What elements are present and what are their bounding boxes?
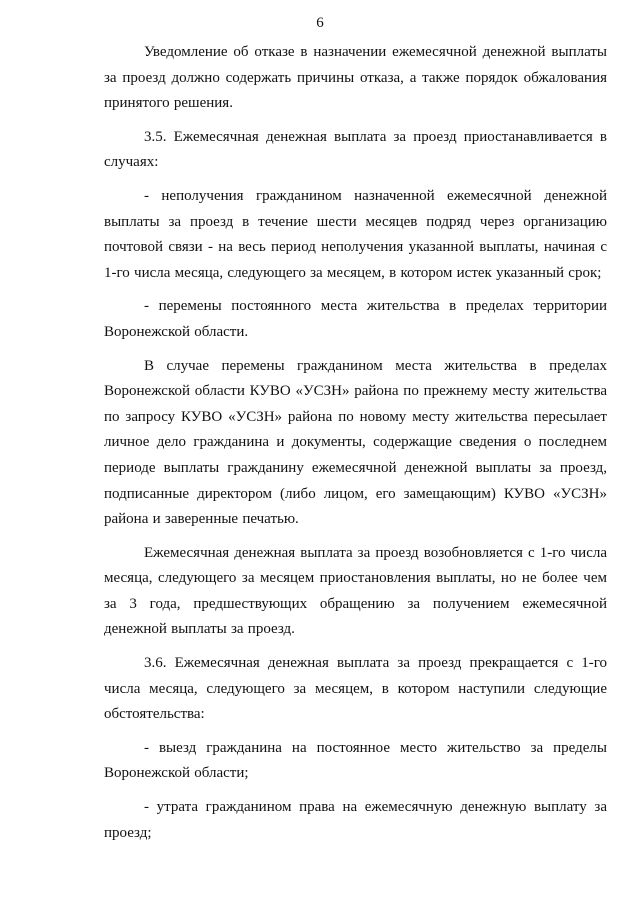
list-item-non-receipt: - неполучения гражданином назначенной ежемесячной денежной выплаты за проезд в течение шести месяцев подряд через организацию почтовой связи - на весь период неполучения указанной выплаты, начиная с 1-го числа месяца, следующего за месяцем, в котором истек указанный срок; [104,187,607,281]
list-item-residence-change: - перемены постоянного места жительства в пределах территории Воронежской области. [104,298,607,340]
page-number: 6 [316,15,324,31]
paragraph-resumption: Ежемесячная денежная выплата за проезд возобновляется с 1-го числа месяца, следующего за месяцем приостановления выплаты, но не более чем за 3 года, предшествующих обращению за получением ежемесячной денежной выплаты за проезд. [104,544,607,638]
list-item-departure: - выезд гражданина на постоянное место жительство за пределы Воронежской области; [104,739,607,782]
document-body [104,40,607,854]
paragraph-3-5-heading: 3.5. Ежемесячная денежная выплата за проезд приостанавливается в случаях: [104,128,607,171]
paragraph-3-6-heading: 3.6. Ежемесячная денежная выплата за проезд прекращается с 1-го числа месяца, следующего за месяцем, в котором наступили следующие обстоятельства: [104,655,607,723]
list-item-loss-of-right: - утрата гражданином права на ежемесячную денежную выплату за проезд; [104,799,607,841]
paragraph-refusal-notice: Уведомление об отказе в назначении ежемесячной денежной выплаты за проезд должно содержать причины отказа, а также порядок обжалования принятого решения. [104,44,607,112]
paragraph-case-file-transfer: В случае перемены гражданином места жительства в пределах Воронежской области КУВО «УСЗН» района по прежнему месту жительства по запросу КУВО «УСЗН» района по новому месту жительства пересылает личное дело гражданина и документы, содержащие сведения о последнем периоде выплаты гражданину ежемесячной денежной выплаты за проезд, подписанные директором (либо лицом, его замещающим) КУВО «УСЗН» района и заверенные печатью. [104,357,607,528]
